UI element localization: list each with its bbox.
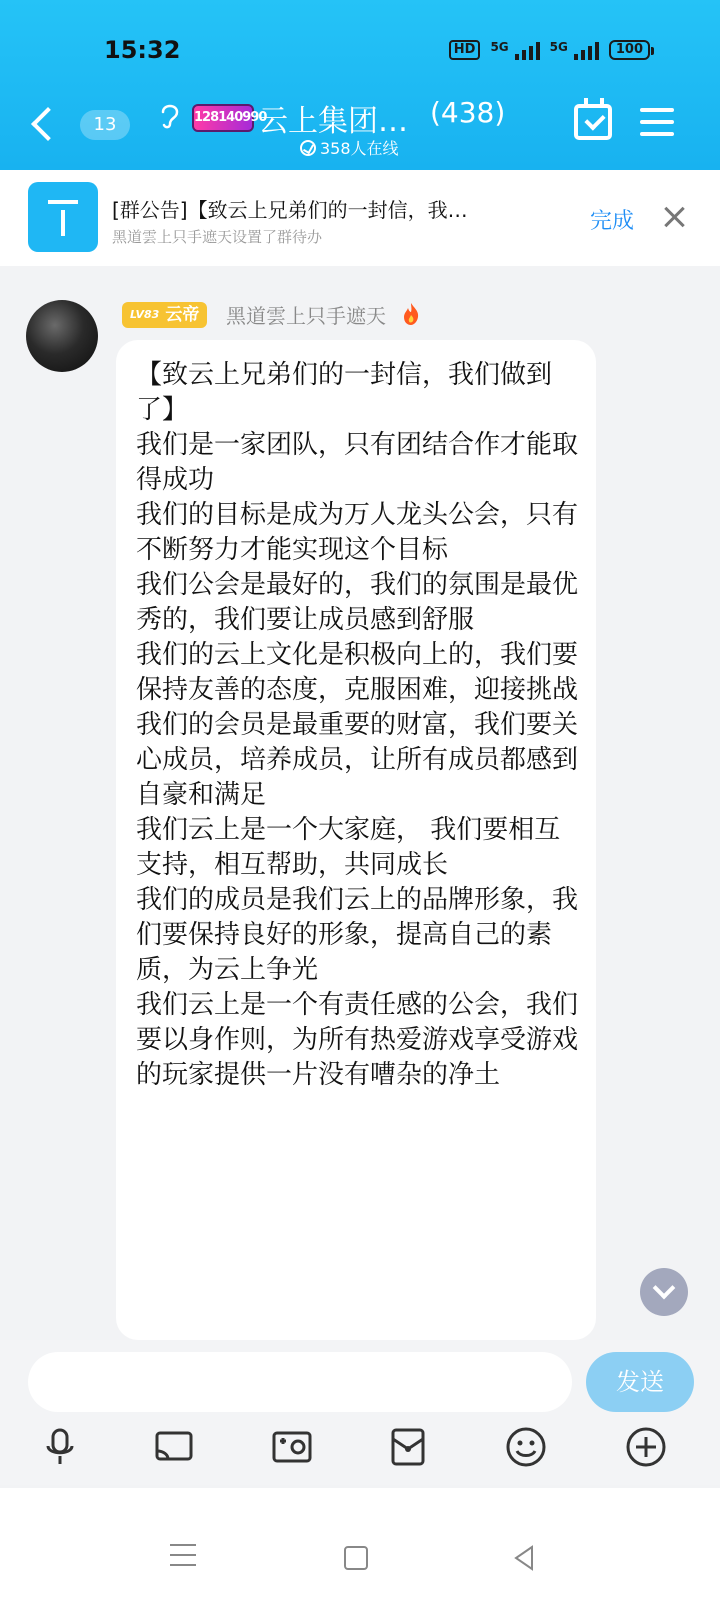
notice-subtitle: 黑道雲上只手遮天设置了群待办	[112, 228, 323, 246]
recent-apps-icon[interactable]	[170, 1544, 196, 1568]
pin-top-icon	[28, 182, 98, 252]
group-name[interactable]: 云上集团…	[258, 104, 408, 139]
message-input[interactable]	[28, 1352, 572, 1412]
message-line: 我们的目标是成为万人龙头公会，只有不断努力才能实现这个目标	[136, 500, 579, 565]
fire-icon	[402, 302, 420, 326]
message-line: 我们公会是最好的，我们的氛围是最优秀的，我们要让成员感到舒服	[136, 570, 579, 635]
system-nav-bar	[0, 1488, 720, 1600]
photo-icon[interactable]	[270, 1425, 320, 1475]
level-badge	[122, 302, 207, 328]
notice-title[interactable]: [群公告]【致云上兄弟们的一封信，我…	[112, 198, 468, 222]
online-status	[300, 136, 399, 159]
message-line: 我们的成员是我们云上的品牌形象，我们要保持良好的形象，提高自己的素质，为云上争光	[136, 885, 579, 985]
status-time: 15:32	[104, 36, 181, 64]
message-line: 我们云上是一个大家庭， 我们要相互支持，相互帮助，共同成长	[136, 815, 561, 880]
message-line: 我们是一家团队，只有团结合作才能取得成功	[136, 430, 579, 495]
sender-name[interactable]: 黑道雲上只手遮天	[226, 304, 386, 328]
online-count: 358人在线	[320, 139, 399, 158]
emoji-icon[interactable]	[504, 1425, 554, 1475]
scroll-down-chevron-icon[interactable]	[640, 1268, 688, 1316]
home-icon[interactable]	[344, 1546, 368, 1570]
red-packet-icon[interactable]	[386, 1425, 436, 1475]
network-label-2: 5G	[549, 40, 568, 54]
message-line: 【致云上兄弟们的一封信，我们做到了】	[136, 360, 553, 425]
message-line: 我们的云上文化是积极向上的，我们要保持友善的态度，克服困难，迎接挑战	[136, 640, 579, 705]
group-logo: 128140990	[192, 104, 254, 132]
message-line: 我们的会员是最重要的财富，我们要关心成员，培养成员，让所有成员都感到自豪和满足	[136, 710, 579, 810]
member-count[interactable]: (438)	[430, 96, 506, 129]
avatar[interactable]	[26, 300, 98, 372]
back-triangle-icon[interactable]	[512, 1544, 536, 1572]
calendar-check-icon[interactable]	[574, 104, 612, 140]
signal-icon-2	[574, 40, 599, 60]
message-bubble[interactable]	[116, 340, 596, 1340]
message-text	[136, 358, 586, 1093]
composer-toolbar	[0, 1425, 720, 1485]
battery-icon: 100	[609, 40, 650, 60]
ear-icon[interactable]	[157, 100, 183, 130]
online-check-icon	[300, 140, 316, 156]
message-line: 我们云上是一个有责任感的公会，我们要以身作则，为所有热爱游戏享受游戏的玩家提供一片没有嘈杂的净土	[136, 990, 579, 1090]
hamburger-menu-icon[interactable]	[640, 108, 674, 136]
notice-done-button[interactable]: 完成	[590, 209, 635, 234]
screen-cast-icon[interactable]	[152, 1425, 202, 1475]
microphone-icon[interactable]	[38, 1425, 88, 1475]
level-text: LV83	[130, 308, 160, 321]
network-label-1: 5G	[490, 40, 509, 54]
signal-icon-1	[515, 40, 540, 60]
plus-icon[interactable]	[624, 1425, 674, 1475]
status-icons	[449, 40, 650, 60]
back-chevron-icon[interactable]	[28, 104, 58, 144]
hd-icon: HD	[449, 40, 481, 60]
send-button[interactable]: 发送	[586, 1352, 694, 1412]
close-icon[interactable]	[662, 204, 686, 228]
unread-count-badge[interactable]: 13	[80, 110, 130, 140]
member-title: 云帝	[165, 305, 200, 325]
